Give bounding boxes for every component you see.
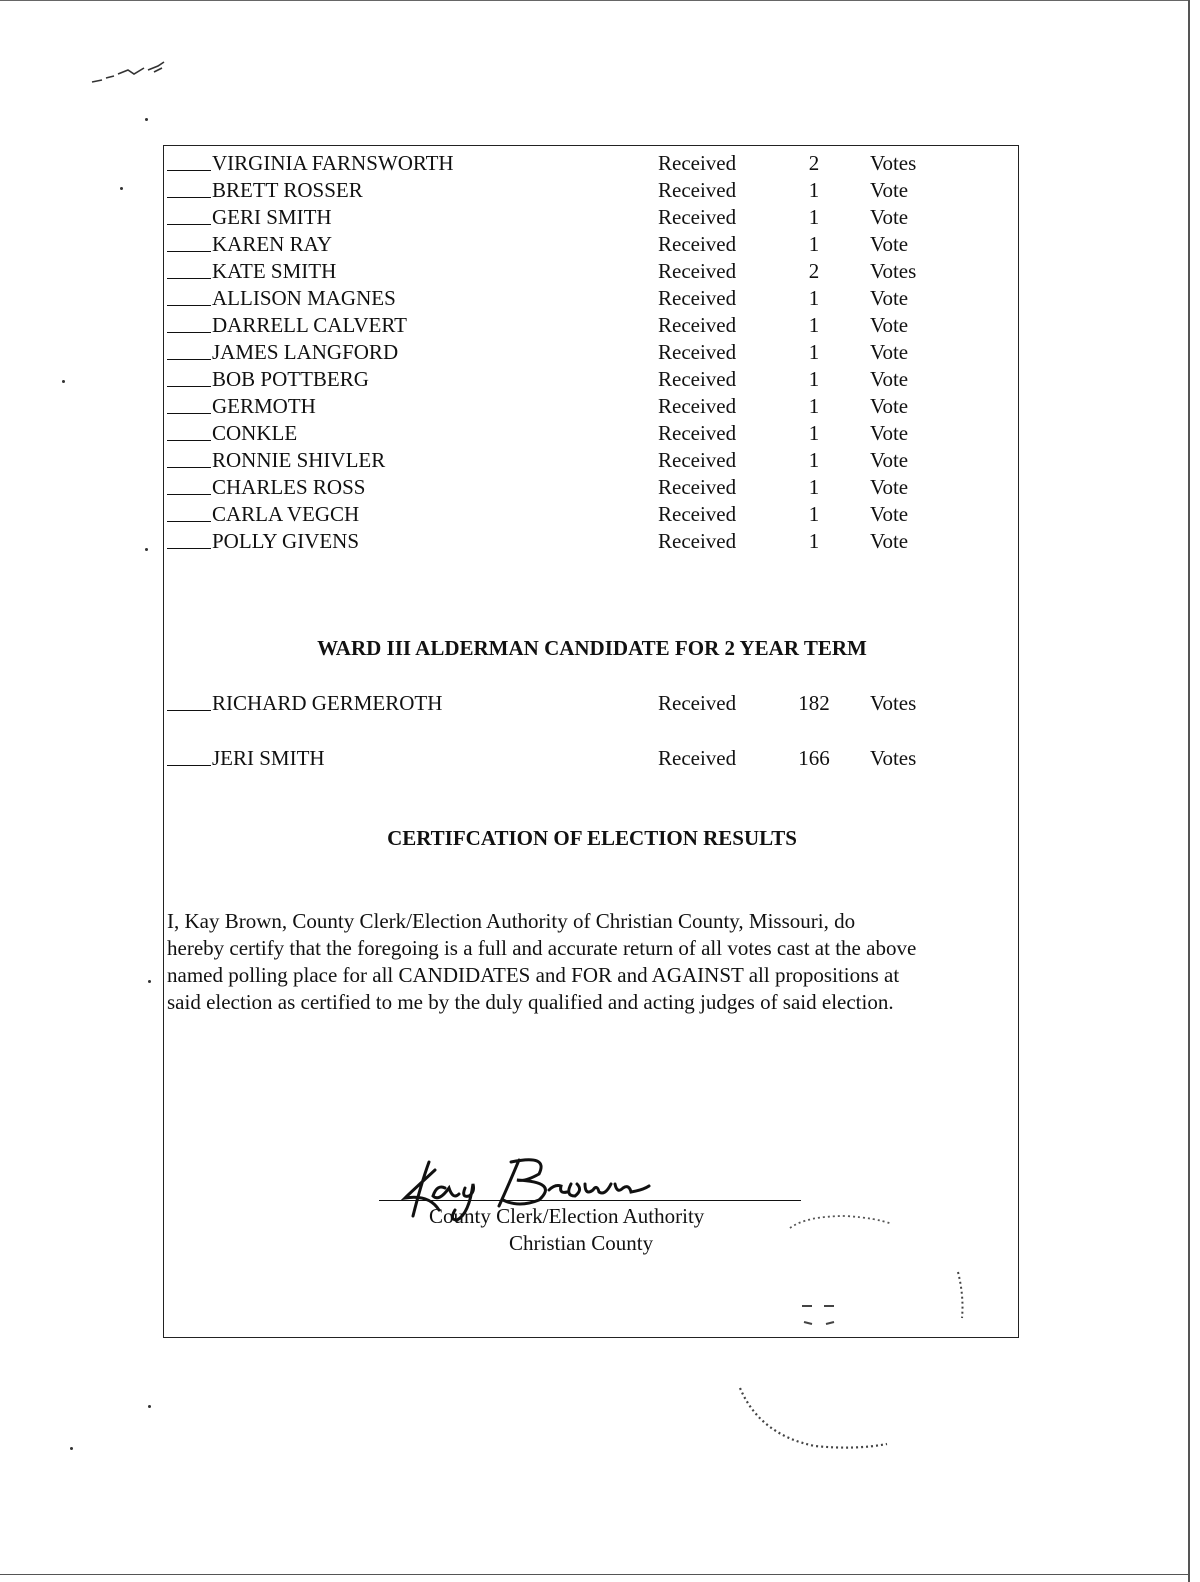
received-label: Received <box>658 394 737 418</box>
candidate-name: CONKLE <box>212 421 298 445</box>
vote-count: 1 <box>808 529 820 553</box>
vote-count: 1 <box>808 394 820 418</box>
candidate-row <box>164 393 1020 419</box>
vote-unit: Vote <box>870 502 909 526</box>
received-label: Received <box>658 151 737 175</box>
scan-speck <box>145 118 148 121</box>
mark-blank <box>167 494 211 495</box>
received-label: Received <box>658 340 737 364</box>
mark-blank <box>167 332 211 333</box>
mark-blank <box>167 197 211 198</box>
certification-line: named polling place for all CANDIDATES and FOR and AGAINST all propositions at <box>167 963 900 987</box>
candidate-row <box>164 177 1020 203</box>
mark-blank <box>167 548 211 549</box>
ward-candidate-row <box>164 745 1020 771</box>
candidate-name: VIRGINIA FARNSWORTH <box>212 151 454 175</box>
mark-blank <box>167 467 211 468</box>
received-label: Received <box>658 448 737 472</box>
seal-impression-mark <box>735 1380 895 1460</box>
ward-heading: WARD III ALDERMAN CANDIDATE FOR 2 YEAR TERM <box>317 636 867 660</box>
vote-unit: Vote <box>870 367 909 391</box>
candidate-row <box>164 312 1020 338</box>
scan-speck <box>62 380 65 383</box>
vote-unit: Vote <box>870 178 909 202</box>
received-label: Received <box>658 367 737 391</box>
received-label: Received <box>658 259 737 283</box>
vote-unit: Vote <box>870 340 909 364</box>
mark-blank <box>167 521 211 522</box>
scan-speck <box>120 187 123 190</box>
seal-impression-mark <box>794 1296 844 1336</box>
mark-blank <box>167 710 211 711</box>
vote-count: 1 <box>808 340 820 364</box>
candidate-name: CARLA VEGCH <box>212 502 360 526</box>
vote-count: 2 <box>808 151 820 175</box>
mark-blank <box>167 224 211 225</box>
candidate-row <box>164 231 1020 257</box>
certification-line: I, Kay Brown, County Clerk/Election Authority of Christian County, Missouri, do <box>167 909 856 933</box>
received-label: Received <box>658 313 737 337</box>
candidate-row <box>164 204 1020 230</box>
vote-unit: Vote <box>870 232 909 256</box>
vote-count: 1 <box>808 421 820 445</box>
seal-impression-mark <box>786 1206 896 1236</box>
vote-unit: Votes <box>870 259 917 283</box>
mark-blank <box>167 440 211 441</box>
vote-count: 1 <box>808 367 820 391</box>
vote-unit: Vote <box>870 205 909 229</box>
received-label: Received <box>658 502 737 526</box>
mark-blank <box>167 305 211 306</box>
candidate-name: GERMOTH <box>212 394 316 418</box>
candidate-row <box>164 339 1020 365</box>
vote-unit: Votes <box>870 691 917 715</box>
vote-count: 1 <box>808 475 820 499</box>
candidate-name: RICHARD GERMEROTH <box>212 691 443 715</box>
vote-unit: Vote <box>870 286 909 310</box>
scan-speck <box>148 1405 151 1408</box>
candidate-name: BOB POTTBERG <box>212 367 369 391</box>
vote-unit: Votes <box>870 746 917 770</box>
candidate-name: JAMES LANGFORD <box>212 340 399 364</box>
mark-blank <box>167 251 211 252</box>
mark-blank <box>167 359 211 360</box>
received-label: Received <box>658 529 737 553</box>
vote-unit: Vote <box>870 448 909 472</box>
mark-blank <box>167 413 211 414</box>
results-frame <box>163 145 1019 1338</box>
candidate-row <box>164 528 1020 554</box>
vote-count: 2 <box>808 259 820 283</box>
received-label: Received <box>658 232 737 256</box>
candidate-row <box>164 285 1020 311</box>
vote-count: 166 <box>798 746 830 770</box>
scan-speck <box>70 1447 73 1450</box>
vote-unit: Vote <box>870 394 909 418</box>
candidate-row <box>164 420 1020 446</box>
candidate-name: GERI SMITH <box>212 205 332 229</box>
scan-speck <box>145 548 148 551</box>
candidate-row <box>164 366 1020 392</box>
scan-edge-top <box>0 0 1189 9</box>
vote-unit: Votes <box>870 151 917 175</box>
received-label: Received <box>658 205 737 229</box>
candidate-row <box>164 447 1020 473</box>
seal-impression-mark <box>944 1266 974 1326</box>
received-label: Received <box>658 286 737 310</box>
received-label: Received <box>658 421 737 445</box>
vote-unit: Vote <box>870 421 909 445</box>
candidate-name: KAREN RAY <box>212 232 332 256</box>
scan-speck <box>148 980 151 983</box>
vote-count: 1 <box>808 205 820 229</box>
mark-blank <box>167 170 211 171</box>
scan-edge-bottom <box>0 1574 1188 1578</box>
signature-title: County Clerk/Election Authority <box>429 1204 705 1228</box>
certification-heading: CERTIFCATION OF ELECTION RESULTS <box>387 826 797 850</box>
candidate-row <box>164 474 1020 500</box>
candidate-name: POLLY GIVENS <box>212 529 360 553</box>
received-label: Received <box>658 746 737 770</box>
candidate-row <box>164 501 1020 527</box>
vote-count: 1 <box>808 313 820 337</box>
vote-unit: Vote <box>870 313 909 337</box>
vote-count: 1 <box>808 502 820 526</box>
certification-statement <box>167 908 1017 1016</box>
received-label: Received <box>658 691 737 715</box>
vote-unit: Vote <box>870 529 909 553</box>
candidate-name: CHARLES ROSS <box>212 475 366 499</box>
vote-count: 1 <box>808 178 820 202</box>
mark-blank <box>167 765 211 766</box>
candidate-name: KATE SMITH <box>212 259 337 283</box>
vote-count: 1 <box>808 286 820 310</box>
vote-unit: Vote <box>870 475 909 499</box>
candidate-name: RONNIE SHIVLER <box>212 448 386 472</box>
mark-blank <box>167 278 211 279</box>
vote-count: 1 <box>808 448 820 472</box>
signature-county: Christian County <box>509 1231 654 1255</box>
candidate-row <box>164 150 1020 176</box>
candidate-row <box>164 258 1020 284</box>
received-label: Received <box>658 178 737 202</box>
vote-count: 182 <box>798 691 830 715</box>
candidate-name: BRETT ROSSER <box>212 178 363 202</box>
certification-line: said election as certified to me by the duly qualified and acting judges of said election. <box>167 990 894 1014</box>
candidate-name: DARRELL CALVERT <box>212 313 407 337</box>
certification-line: hereby certify that the foregoing is a full and accurate return of all votes cast at the above <box>167 936 917 960</box>
candidate-name: JERI SMITH <box>212 746 325 770</box>
vote-count: 1 <box>808 232 820 256</box>
scan-scribble-mark <box>88 58 178 88</box>
mark-blank <box>167 386 211 387</box>
ward-candidate-row <box>164 690 1020 716</box>
candidate-name: ALLISON MAGNES <box>212 286 396 310</box>
scan-edge-right <box>1188 0 1190 1582</box>
received-label: Received <box>658 475 737 499</box>
